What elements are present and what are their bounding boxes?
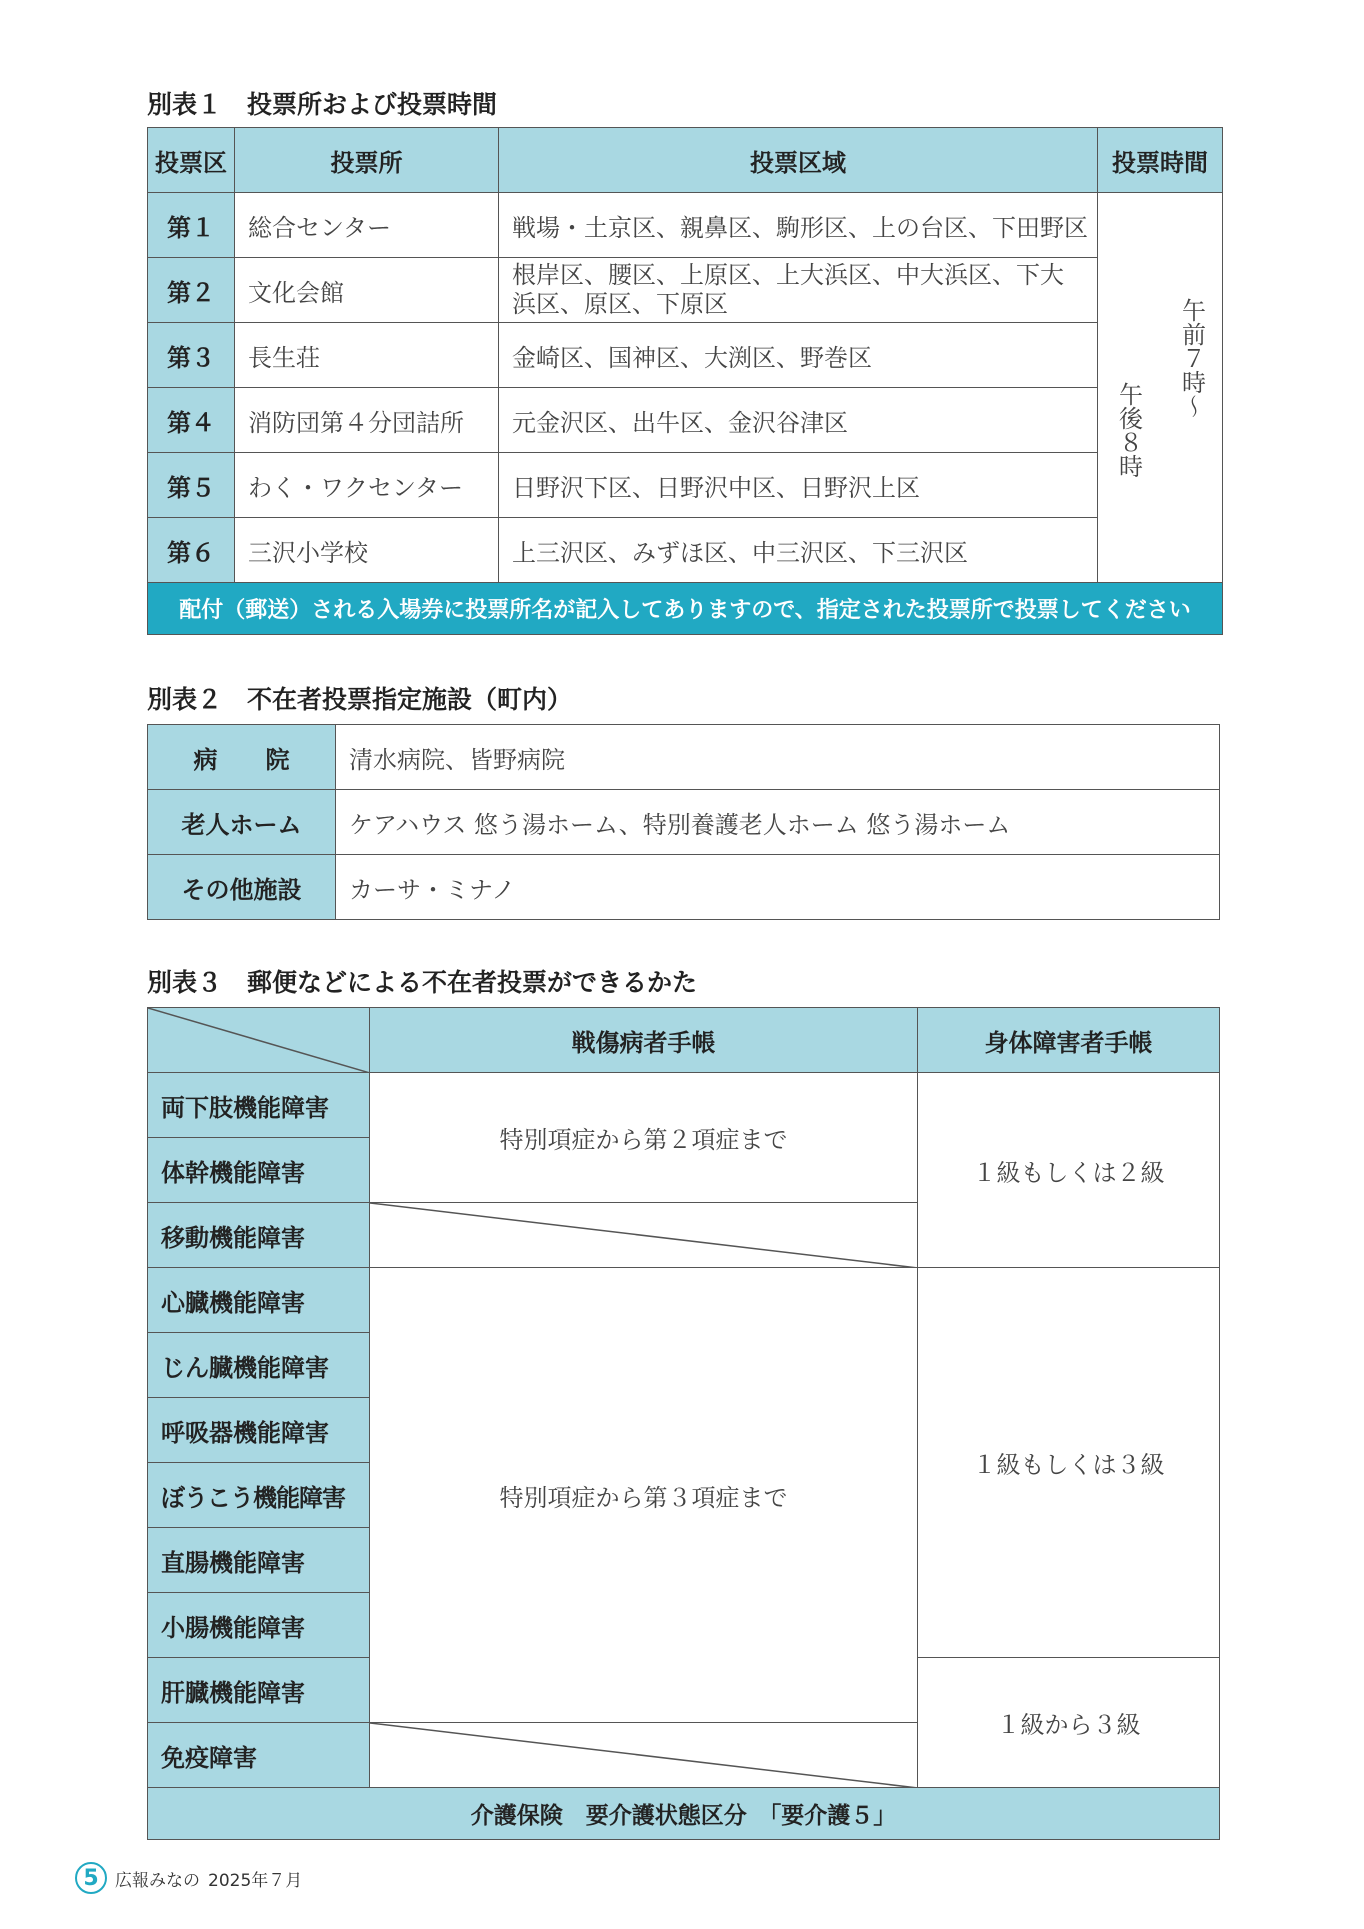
empty-diagonal-line [370, 1203, 918, 1268]
header-war-injury: 戦傷病者手帳 [370, 1008, 918, 1073]
voting-time-cell [1098, 193, 1223, 583]
facility-value: カーサ・ミナノ [336, 855, 1220, 920]
facility-value: 清水病院、皆野病院 [336, 725, 1220, 790]
empty-cell-2 [370, 1723, 918, 1788]
table1-note-row [148, 583, 1223, 635]
district-cell: 第１ [148, 193, 235, 258]
disability-group2: １級もしくは３級 [918, 1268, 1220, 1658]
header-disability: 身体障害者手帳 [918, 1008, 1220, 1073]
area-cell: 日野沢下区、日野沢中区、日野沢上区 [499, 453, 1098, 518]
absentee-facilities-table [147, 724, 1220, 920]
war-injury-group1: 特別項症から第２項症まで [370, 1073, 918, 1203]
table-row [148, 323, 1223, 388]
area-cell: 金崎区、国神区、大渕区、野巻区 [499, 323, 1098, 388]
header-place: 投票所 [235, 128, 499, 193]
disability-group3: １級から３級 [918, 1658, 1220, 1788]
table-row [148, 193, 1223, 258]
time-line2: 午後８時 [1114, 381, 1143, 478]
publication-name: 広報みなの [115, 1870, 200, 1891]
publication-date: 2025年７月 [208, 1870, 303, 1891]
disability-label: じん臓機能障害 [148, 1333, 370, 1398]
disability-label: 呼吸器機能障害 [148, 1398, 370, 1463]
place-cell: 三沢小学校 [235, 518, 499, 583]
place-cell: 長生荘 [235, 323, 499, 388]
table-row [148, 725, 1220, 790]
area-cell: 根岸区、腰区、上原区、上大浜区、中大浜区、下大浜区、原区、下原区 [499, 258, 1098, 323]
table1-title: 別表１ 投票所および投票時間 [147, 90, 498, 119]
disability-label: 肝臓機能障害 [148, 1658, 370, 1723]
war-injury-group2: 特別項症から第３項症まで [370, 1268, 918, 1723]
place-cell: 総合センター [235, 193, 499, 258]
table3-note: 介護保険 要介護状態区分 「要介護５」 [148, 1788, 1220, 1840]
table-row [148, 1268, 1220, 1333]
postal-voting-table [147, 1007, 1219, 1839]
facility-label: その他施設 [148, 855, 336, 920]
page-footer [75, 1862, 302, 1894]
table3-title: 別表３ 郵便などによる不在者投票ができるかた [147, 968, 698, 997]
empty-diagonal-line [370, 1723, 918, 1788]
table2-title: 別表２ 不在者投票指定施設（町内） [147, 685, 573, 714]
disability-label: 移動機能障害 [148, 1203, 370, 1268]
facility-label: 老人ホーム [148, 790, 336, 855]
disability-label: 両下肢機能障害 [148, 1073, 370, 1138]
table3-note-row [148, 1788, 1220, 1840]
header-time: 投票時間 [1098, 128, 1223, 193]
table-row [148, 388, 1223, 453]
empty-cell-1 [370, 1203, 918, 1268]
corner-diagonal-line [148, 1008, 370, 1073]
polling-places-table [147, 127, 1223, 635]
corner-cell [148, 1008, 370, 1073]
disability-group1: １級もしくは２級 [918, 1073, 1220, 1268]
table-row [148, 790, 1220, 855]
district-cell: 第４ [148, 388, 235, 453]
table1-header-row [148, 128, 1223, 193]
place-cell: わく・ワクセンター [235, 453, 499, 518]
facility-value: ケアハウス 悠う湯ホーム、特別養護老人ホーム 悠う湯ホーム [336, 790, 1220, 855]
page-number: 5 [75, 1862, 107, 1894]
area-cell: 戦場・土京区、親鼻区、駒形区、上の台区、下田野区 [499, 193, 1098, 258]
table-row [148, 453, 1223, 518]
disability-label: 体幹機能障害 [148, 1138, 370, 1203]
area-cell: 元金沢区、出牛区、金沢谷津区 [499, 388, 1098, 453]
disability-label: ぼうこう機能障害 [148, 1463, 370, 1528]
time-line1: 午前７時〜 [1177, 297, 1206, 418]
table-row [148, 518, 1223, 583]
disability-label: 直腸機能障害 [148, 1528, 370, 1593]
table-row [148, 258, 1223, 323]
header-district: 投票区 [148, 128, 235, 193]
header-area: 投票区域 [499, 128, 1098, 193]
table-row [148, 1073, 1220, 1138]
district-cell: 第３ [148, 323, 235, 388]
district-cell: 第５ [148, 453, 235, 518]
district-cell: 第２ [148, 258, 235, 323]
table1-note: 配付（郵送）される入場券に投票所名が記入してありますので、指定された投票所で投票してください [148, 583, 1223, 635]
district-cell: 第６ [148, 518, 235, 583]
area-cell: 上三沢区、みずほ区、中三沢区、下三沢区 [499, 518, 1098, 583]
table3-header-row [148, 1008, 1220, 1073]
disability-label: 免疫障害 [148, 1723, 370, 1788]
disability-label: 心臓機能障害 [148, 1268, 370, 1333]
facility-label: 病 院 [148, 725, 336, 790]
place-cell: 消防団第４分団詰所 [235, 388, 499, 453]
disability-label: 小腸機能障害 [148, 1593, 370, 1658]
table-row [148, 855, 1220, 920]
place-cell: 文化会館 [235, 258, 499, 323]
